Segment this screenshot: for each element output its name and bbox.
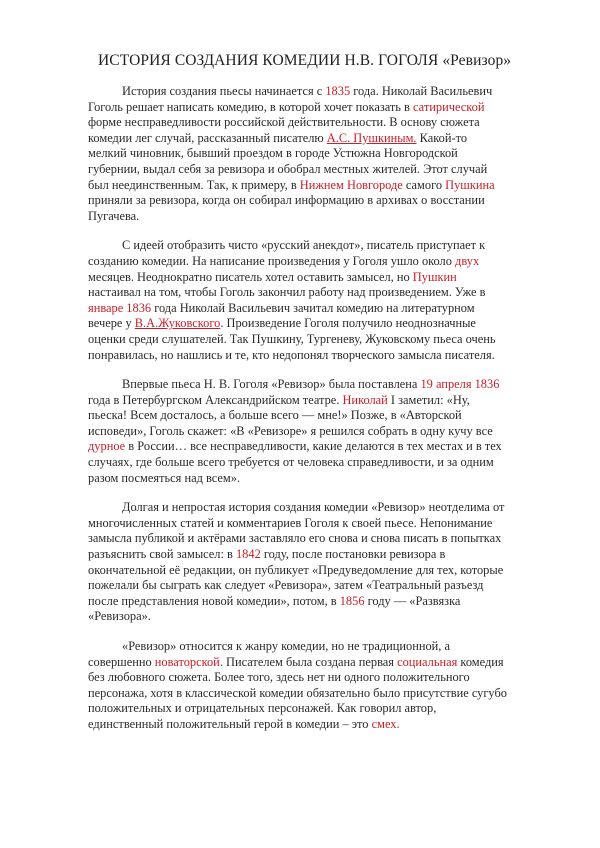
text-run: самого xyxy=(402,177,446,192)
text-run: Какой-то мелкий чиновник, бывший проездом в городе Устюжна Новгородской губернии, выдал себя за ревизора и обобрал местных жителей. Этот случай был неединственным. Так, к примеру, в xyxy=(88,130,488,192)
highlighted-term: новаторской xyxy=(154,654,220,669)
text-run: приняли за ревизора, когда он собирал информацию в архивах о восстании Пугачева. xyxy=(88,193,485,223)
highlighted-term: социальная xyxy=(397,654,458,669)
highlighted-term: В.А.Жуковского xyxy=(134,316,221,331)
highlighted-term: 19 апреля 1836 xyxy=(420,377,500,392)
text-run: «Ревизор» относится к жанру комедии, но не традиционной, а совершенно xyxy=(88,639,450,669)
highlighted-term: Пушкина xyxy=(445,177,495,192)
highlighted-term: А.С. Пушкиным. xyxy=(326,130,417,145)
text-run: в России… все несправедливости, какие делаются в тех местах и в тех случаях, где больше всего требуется от человека справедливости, и за одним разом посмеяться над всем». xyxy=(88,439,502,485)
paragraph-3 xyxy=(88,377,508,486)
text-run: С идеей отобразить чисто «русский анекдот», писатель приступает к созданию комедии. На написание произведения у Гоголя ушло около xyxy=(88,238,486,268)
text-run: комедия без любовного сюжета. Более того, здесь нет ни одного положительного персонажа, хотя в классической комедии обязательно было присутствие сугубо положительных и отрицательных персонажей. Как говорил автор, единственный положительный герой в комедии – это xyxy=(88,654,507,731)
highlighted-term: Пушкин xyxy=(412,269,457,284)
highlighted-term: январе 1836 xyxy=(88,300,152,315)
text-run: настаивал на том, чтобы Гоголь закончил работу над произведением. Уже в xyxy=(88,285,486,300)
paragraph-5 xyxy=(88,639,508,733)
document-title: ИСТОРИЯ СОЗДАНИЯ КОМЕДИИ Н.В. ГОГОЛЯ «Ревизор» xyxy=(98,52,512,69)
text-run: I заметил: «Ну, пьеска! Всем досталось, а больше всего — мне!» Позже, в «Авторской исповеди», Гоголь скажет: «В «Ревизоре» я решился собрать в одну кучу все xyxy=(88,392,493,438)
highlighted-term: 1856 xyxy=(339,593,365,608)
text-run: месяцев. Неоднократно писатель хотел оставить замысел, но xyxy=(88,269,413,284)
paragraph-1 xyxy=(88,84,508,224)
text-run: . Писателем была создана первая xyxy=(219,654,398,669)
text-run: года в Петербургском Александрийском театре. xyxy=(88,392,343,407)
highlighted-term: Нижнем Новгороде xyxy=(299,177,403,192)
paragraph-4 xyxy=(88,500,508,625)
highlighted-term: двух xyxy=(455,253,480,268)
highlighted-term: дурное xyxy=(88,439,126,454)
highlighted-term: 1835 xyxy=(325,84,351,98)
text-run: Долгая и непростая история создания комедии «Ревизор» неотделима от многочисленных статей и комментариев Гоголя к своей пьесе. Непонимание замысла публикой и актёрами заставляло его снова и снова писать в попытках разъяснить свой замысел: в xyxy=(88,500,505,562)
paragraph-2 xyxy=(88,238,508,363)
text-run: года. Николай Васильевич Гоголь решает написать комедию, в которой хочет показать в xyxy=(88,84,493,114)
text-run: года Николай Васильевич зачитал комедию на литературном вечере у xyxy=(88,300,475,331)
text-run: История создания пьесы начинается с xyxy=(122,84,326,98)
text-run: году — «Развязка «Ревизора». xyxy=(88,593,461,624)
highlighted-term: сатирической xyxy=(413,99,485,114)
text-run: Впервые пьеса Н. В. Гоголя «Ревизор» была поставлена xyxy=(122,377,421,392)
highlighted-term: смех. xyxy=(371,716,400,731)
text-run: форме несправедливости российской действительности. В основу сюжета комедии лег случай, рассказанный писателю xyxy=(88,115,480,145)
text-run: году, после постановки ревизора в окончательной её редакции, он публикует «Предуведомление для тех, которые пожелали бы сыграть как следует «Ревизора», затем «Театральный разъезд после представления новой комедии», потом, в xyxy=(88,547,504,608)
highlighted-term: Николай xyxy=(342,392,388,407)
text-run: . Произведение Гоголя получило неоднозначные оценки среди слушателей. Так Пушкину, Тургеневу, Жуковскому пьеса очень понравилась, но нашлись и те, кто недопонял творческого замысла писателя. xyxy=(88,316,496,362)
highlighted-term: 1842 xyxy=(235,547,261,562)
